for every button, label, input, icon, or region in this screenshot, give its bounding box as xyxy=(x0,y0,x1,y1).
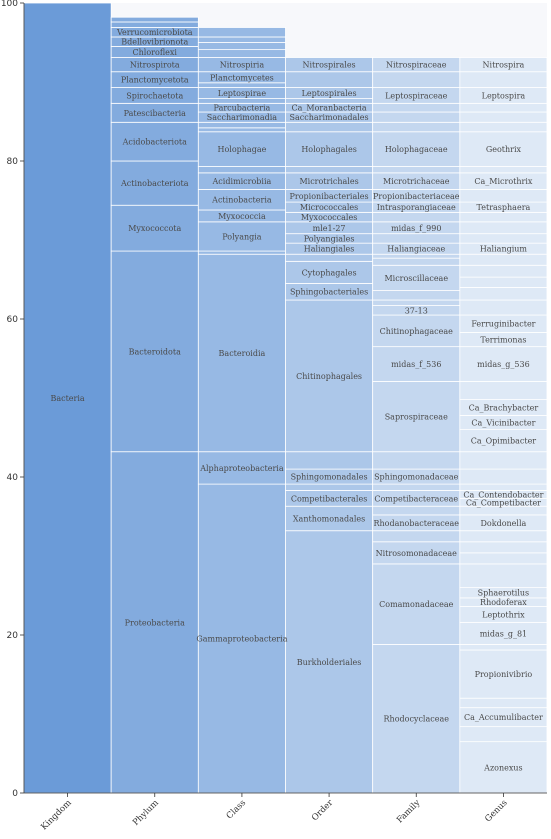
segment-phylum-13 xyxy=(111,17,198,22)
segment-genus-44 xyxy=(460,103,547,112)
segment-label: Chitinophagaceae xyxy=(379,326,453,336)
segment-genus-34 xyxy=(460,234,547,243)
segment-label: Ferruginibacter xyxy=(471,319,536,329)
segment-label: Competibacterales xyxy=(290,494,368,504)
segment-label: Intrasporangiaceae xyxy=(376,203,456,213)
segment-genus-15 xyxy=(460,506,547,515)
segment-label: Ca_Moranbacteria xyxy=(291,103,367,113)
segment-label: Microtrichaceae xyxy=(382,177,450,187)
segment-label: Proteobacteria xyxy=(124,618,185,628)
segment-order-24 xyxy=(286,72,373,88)
segment-genus-10 xyxy=(460,564,547,588)
x-tick-label-genus: Genus xyxy=(483,798,510,825)
segment-label: midas_f_990 xyxy=(391,223,442,233)
segment-genus-24 xyxy=(460,381,547,399)
segment-label: Haliangiales xyxy=(303,244,355,254)
segment-label: midas_f_536 xyxy=(391,360,442,370)
segment-genus-35 xyxy=(460,222,547,234)
segment-phylum-12 xyxy=(111,22,198,28)
segment-label: Sphingobacteriales xyxy=(289,287,369,297)
segment-genus-11 xyxy=(460,553,547,564)
segment-label: Cytophagales xyxy=(301,268,357,278)
segment-family-9 xyxy=(373,452,460,469)
segment-label: Chitinophagales xyxy=(296,371,363,381)
segment-label: Chloroflexi xyxy=(132,47,177,57)
segment-family-26 xyxy=(373,167,460,173)
segment-label: Xanthomonadales xyxy=(292,514,366,524)
segment-order-3 xyxy=(286,484,373,490)
y-tick-label: 40 xyxy=(6,473,18,483)
segment-label: Azonexus xyxy=(484,763,523,773)
segment-genus-42 xyxy=(460,122,547,131)
segment-label: Nitrospiria xyxy=(219,60,265,70)
segment-label: Sphingomonadaceae xyxy=(374,472,459,482)
segment-genus-3 xyxy=(460,698,547,707)
segment-class-10 xyxy=(198,128,285,132)
segment-label: Micrococcales xyxy=(299,203,359,213)
segment-order-5 xyxy=(286,452,373,469)
segment-label: Geothrix xyxy=(485,145,522,155)
segment-label: Leptospirae xyxy=(217,89,267,99)
segment-label: midas_g_81 xyxy=(479,629,528,639)
segment-family-3 xyxy=(373,531,460,542)
segment-order-9 xyxy=(286,254,373,261)
segment-class-16 xyxy=(198,83,285,88)
segment-genus-19 xyxy=(460,469,547,484)
y-tick-label: 20 xyxy=(6,631,18,641)
segment-label: Nitrosomonadaceae xyxy=(375,548,457,558)
segment-label: Bacteria xyxy=(50,394,85,403)
segment-label: Terrimonas xyxy=(480,335,527,345)
segment-label: Ca_Vicinibacter xyxy=(471,418,536,428)
segment-label: midas_g_536 xyxy=(477,360,530,370)
segment-label: Rhodanobacteraceae xyxy=(373,518,459,528)
segment-label: Myxococcales xyxy=(300,213,358,223)
segment-genus-46 xyxy=(460,72,547,88)
segment-label: Competibacteraceae xyxy=(374,494,459,504)
x-tick-label-class: Class xyxy=(224,798,249,822)
segment-label: Ca_Opimibacter xyxy=(470,436,537,446)
segment-label: Leptothrix xyxy=(482,610,525,620)
segment-family-18 xyxy=(373,254,460,258)
segment-label: Saccharimonadales xyxy=(289,113,369,123)
segment-label: Burkholderiales xyxy=(296,657,362,667)
segment-family-22 xyxy=(373,212,460,221)
segment-family-20 xyxy=(373,234,460,243)
segment-label: Haliangium xyxy=(479,244,528,254)
segment-label: Acidimicrobiia xyxy=(212,177,272,187)
segment-class-14 xyxy=(198,99,285,104)
segment-label: Myxococcota xyxy=(128,224,182,234)
segment-genus-28 xyxy=(460,300,547,315)
segment-label: Holophagaceae xyxy=(384,145,448,155)
segment-label: Ca_Brachybacter xyxy=(468,403,539,413)
segment-family-5 xyxy=(373,506,460,515)
segment-family-29 xyxy=(373,112,460,122)
segment-label: Propionibacteriaceae xyxy=(373,191,460,201)
segment-genus-32 xyxy=(460,254,547,265)
segment-order-22 xyxy=(286,99,373,104)
segment-label: Sphingomonadales xyxy=(290,472,368,482)
segment-label: Microscillaceae xyxy=(384,273,449,283)
segment-genus-36 xyxy=(460,212,547,221)
segment-label: Actinobacteriota xyxy=(120,179,189,189)
segment-genus-20 xyxy=(460,452,547,469)
segment-label: Ca_Contendobacter xyxy=(463,490,544,500)
segment-label: mle1-27 xyxy=(312,223,346,233)
y-tick-label: 0 xyxy=(12,789,18,799)
segment-family-30 xyxy=(373,103,460,112)
segment-label: Microtrichales xyxy=(299,177,359,187)
segment-label: Ca_Competibacter xyxy=(465,498,542,508)
segment-label: Planctomycetes xyxy=(210,73,274,83)
segment-genus-31 xyxy=(460,265,547,277)
segment-order-19 xyxy=(286,122,373,131)
segment-family-15 xyxy=(373,291,460,300)
segment-label: Leptospira xyxy=(481,91,526,101)
segment-genus-13 xyxy=(460,531,547,542)
segment-family-14 xyxy=(373,300,460,306)
segment-order-17 xyxy=(286,167,373,173)
segment-label: Holophagae xyxy=(217,145,267,155)
segment-label: Gammaproteobacteria xyxy=(196,634,288,644)
segment-class-19 xyxy=(198,50,285,58)
segment-genus-40 xyxy=(460,167,547,173)
segment-label: Patescibacteria xyxy=(123,108,186,118)
segment-label: Polyangia xyxy=(222,232,262,242)
segment-genus-38 xyxy=(460,189,547,202)
y-tick-label: 80 xyxy=(6,157,18,167)
segment-class-11 xyxy=(198,122,285,128)
segment-label: Ca_Microthrix xyxy=(474,177,533,187)
segment-label: Holophagales xyxy=(301,145,357,155)
segment-class-20 xyxy=(198,43,285,50)
segment-label: Acidobacteriota xyxy=(122,137,187,147)
segment-label: Myxococcia xyxy=(218,211,266,221)
y-tick-label: 60 xyxy=(6,315,18,325)
segment-label: Spirochaetota xyxy=(126,91,184,101)
segment-label: Actinobacteria xyxy=(212,195,272,205)
segment-label: Tetrasphaera xyxy=(476,203,531,213)
x-tick-label-kingdom: Kingdom xyxy=(39,798,74,833)
segment-label: Alphaproteobacteria xyxy=(200,463,284,473)
segment-label: Rhodocyclaceae xyxy=(383,714,449,724)
x-tick-label-phylum: Phylum xyxy=(130,798,161,828)
segment-family-17 xyxy=(373,258,460,265)
segment-family-7 xyxy=(373,484,460,490)
segment-label: Bdellovibrionota xyxy=(121,37,189,47)
segment-genus-29 xyxy=(460,287,547,300)
segment-class-21 xyxy=(198,37,285,43)
segment-label: Planctomycetota xyxy=(120,75,189,85)
segment-genus-43 xyxy=(460,112,547,122)
segment-label: Haliangiaceae xyxy=(387,244,446,254)
segment-genus-5 xyxy=(460,644,547,650)
segment-label: Ca_Accumulibacter xyxy=(464,713,543,723)
segment-label: 37-13 xyxy=(404,306,428,316)
segment-label: Nitrospiraceae xyxy=(385,60,447,70)
segment-label: Verrucomicrobiota xyxy=(116,28,193,38)
segment-label: Dokdonella xyxy=(480,518,527,528)
segment-class-22 xyxy=(198,27,285,36)
segment-class-8 xyxy=(198,167,285,173)
segment-label: Nitrospirales xyxy=(302,60,356,70)
segment-family-32 xyxy=(373,72,460,88)
segment-label: Propionibacteriales xyxy=(289,191,369,201)
segment-label: Bacteroidia xyxy=(218,348,266,358)
segment-label: Propionivibrio xyxy=(474,670,533,680)
bars-layer xyxy=(24,3,547,793)
segment-label: Sphaerotilus xyxy=(477,588,530,598)
segment-genus-30 xyxy=(460,277,547,287)
segment-label: Leptospiraceae xyxy=(385,91,448,101)
segment-label: Parcubacteria xyxy=(213,103,271,113)
y-tick-label: 100 xyxy=(0,0,18,9)
segment-label: Bacteroidota xyxy=(128,347,181,357)
x-tick-label-order: Order xyxy=(310,798,336,824)
segment-family-28 xyxy=(373,122,460,131)
x-tick-label-family: Family xyxy=(395,798,423,826)
segment-class-3 xyxy=(198,251,285,254)
segment-label: Saccharimonadia xyxy=(206,113,278,123)
segment-label: Polyangiales xyxy=(303,234,355,244)
segment-genus-1 xyxy=(460,727,547,742)
segment-label: Leptospirales xyxy=(301,89,357,99)
segment-label: Nitrospira xyxy=(482,60,525,70)
segment-label: Nitrospirota xyxy=(129,60,180,70)
segment-label: Rhodoferax xyxy=(480,598,527,608)
segment-label: Comamonadaceae xyxy=(379,600,454,610)
segment-label: Saprospiraceae xyxy=(384,412,448,422)
segment-genus-12 xyxy=(460,542,547,553)
